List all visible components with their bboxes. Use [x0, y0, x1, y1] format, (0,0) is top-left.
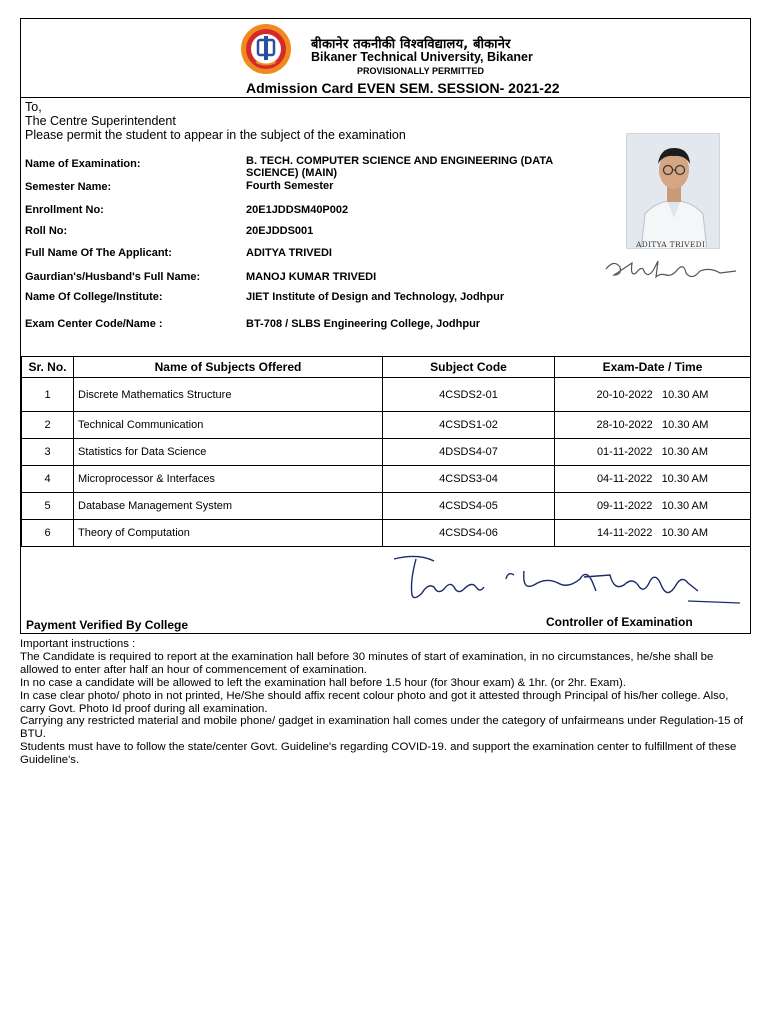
table-header-row: [22, 357, 751, 378]
instruction-item: In no case a candidate will be allowed to left the examination hall before 1.5 hour (for 3hour exam) & 1hr. (or 2hr. Exam).: [20, 676, 626, 689]
label-enrollment: Enrollment No:: [25, 204, 104, 216]
table-row: [22, 466, 751, 493]
instruction-item: In case clear photo/ photo in not printed, He/She should affix recent colour photo and got it attested through Principal of his/her college. Also, carry Govt. Photo Id proof during all examination.: [20, 689, 729, 715]
cell-subject: Statistics for Data Science: [74, 439, 383, 466]
cell-date: 04-11-2022: [596, 473, 653, 485]
table-row: [22, 520, 751, 547]
cell-date-time: [555, 466, 751, 493]
instruction-item: Carrying any restricted material and mobile phone/ gadget in examination hall comes under the category of unfairmeans under Regulation-15 of BTU.: [20, 715, 744, 741]
cell-time: 10.30 AM: [661, 500, 709, 512]
cell-date: 20-10-2022: [596, 388, 653, 401]
table-row: [22, 493, 751, 520]
person-silhouette-icon: [627, 134, 720, 249]
header-exam-date: Exam-Date / Time: [555, 357, 751, 378]
cell-sr-no: 1: [22, 378, 74, 412]
address-request: Please permit the student to appear in the subject of the examination: [25, 128, 406, 142]
cell-time: 10.30 AM: [661, 388, 709, 401]
cell-subject: Database Management System: [74, 493, 383, 520]
cell-code: 4CSDS3-04: [383, 466, 555, 493]
payment-verified-label: Payment Verified By College: [26, 618, 189, 632]
value-guardian-name: MANOJ KUMAR TRIVEDI: [246, 271, 377, 283]
value-semester: Fourth Semester: [246, 180, 334, 192]
applicant-photo: [626, 133, 720, 249]
subjects-table: [21, 356, 751, 547]
value-exam-name: B. TECH. COMPUTER SCIENCE AND ENGINEERING (DATA SCIENCE) (MAIN): [246, 155, 553, 179]
header-sr-no: Sr. No.: [22, 357, 74, 378]
instruction-item: Students must have to follow the state/center Govt. Guideline's regarding COVID-19. and support the examination center to fulfillment of these Guideline's.: [20, 741, 737, 767]
cell-time: 10.30 AM: [661, 446, 709, 458]
cell-code: 4DSDS4-07: [383, 439, 555, 466]
cell-date: 01-11-2022: [596, 446, 653, 458]
cell-time: 10.30 AM: [661, 473, 709, 485]
label-exam-name: Name of Examination:: [25, 158, 141, 170]
card-title: Admission Card EVEN SEM. SESSION- 2021-22: [246, 80, 560, 96]
instructions-block: [20, 638, 754, 767]
cell-sr-no: 2: [22, 412, 74, 439]
value-applicant-name: ADITYA TRIVEDI: [246, 247, 332, 259]
cell-time: 10.30 AM: [661, 419, 709, 431]
university-logo: [234, 22, 298, 76]
cell-time: 10.30 AM: [661, 527, 709, 539]
cell-sr-no: 4: [22, 466, 74, 493]
cell-date-time: [555, 378, 751, 412]
cell-date: 28-10-2022: [596, 419, 653, 431]
label-guardian-name: Gaurdian's/Husband's Full Name:: [25, 271, 201, 283]
header-subject-name: Name of Subjects Offered: [74, 357, 383, 378]
cell-code: 4CSDS2-01: [383, 378, 555, 412]
value-college: JIET Institute of Design and Technology, Jodhpur: [246, 291, 505, 303]
university-name-hindi: बीकानेर तकनीकी विश्वविद्यालय, बीकानेर: [311, 37, 511, 52]
table-row: [22, 439, 751, 466]
cell-sr-no: 3: [22, 439, 74, 466]
header-divider: [20, 97, 751, 98]
label-college: Name Of College/Institute:: [25, 291, 163, 303]
permission-status: PROVISIONALLY PERMITTED: [357, 66, 485, 76]
controller-signature: [388, 551, 744, 613]
cell-date: 09-11-2022: [596, 500, 653, 512]
university-name: Bikaner Technical University, Bikaner: [311, 50, 533, 64]
cell-code: 4CSDS4-05: [383, 493, 555, 520]
cell-date-time: [555, 412, 751, 439]
value-roll-no: 20EJDDS001: [246, 225, 314, 237]
cell-subject: Theory of Computation: [74, 520, 383, 547]
cell-date-time: [555, 493, 751, 520]
cell-sr-no: 5: [22, 493, 74, 520]
label-exam-center: Exam Center Code/Name :: [25, 318, 163, 330]
table-row: [22, 412, 751, 439]
cell-date-time: [555, 520, 751, 547]
photo-caption: ADITYA TRIVEDI: [636, 240, 706, 249]
value-exam-center: BT-708 / SLBS Engineering College, Jodhpur: [246, 318, 481, 330]
controller-label: Controller of Examination: [546, 615, 693, 629]
cell-date-time: [555, 439, 751, 466]
instruction-item: The Candidate is required to report at the examination hall before 30 minutes of start of examination, in no circumstances, he/she shall be allowed to enter after half an hour of commencement of examination.: [20, 650, 714, 676]
cell-code: 4CSDS4-06: [383, 520, 555, 547]
address-recipient: The Centre Superintendent: [25, 114, 176, 128]
cell-date: 14-11-2022: [596, 527, 653, 539]
header-subject-code: Subject Code: [383, 357, 555, 378]
instructions-heading: Important instructions :: [20, 638, 136, 650]
value-enrollment: 20E1JDDSM40P002: [246, 204, 349, 216]
label-applicant-name: Full Name Of The Applicant:: [25, 247, 172, 259]
label-roll-no: Roll No:: [25, 225, 68, 237]
cell-subject: Technical Communication: [74, 412, 383, 439]
cell-sr-no: 6: [22, 520, 74, 547]
cell-subject: Microprocessor & Interfaces: [74, 466, 383, 493]
label-semester: Semester Name:: [25, 181, 112, 193]
applicant-signature: [600, 255, 740, 287]
table-row: [22, 378, 751, 412]
cell-code: 4CSDS1-02: [383, 412, 555, 439]
address-to: To,: [25, 100, 42, 114]
cell-subject: Discrete Mathematics Structure: [74, 378, 383, 412]
